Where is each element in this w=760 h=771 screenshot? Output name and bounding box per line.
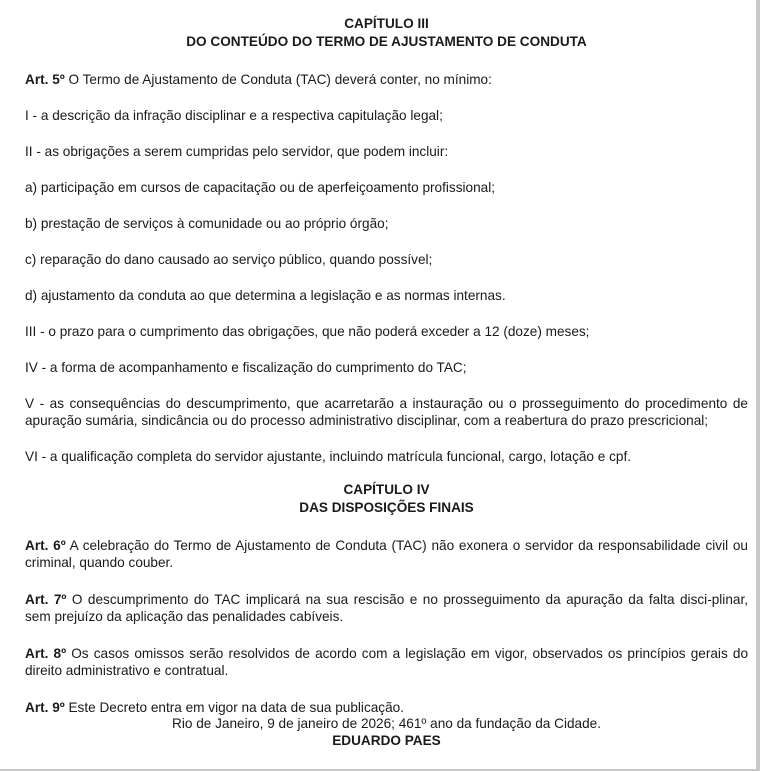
article-6-text: A celebração do Termo de Ajustamento de Conduta (TAC) não exonera o servidor da responsabilidade civil ou criminal, quando couber.: [25, 538, 748, 570]
chapter-4-subtitle: DAS DISPOSIÇÕES FINAIS: [299, 500, 474, 515]
chapter-3-title: CAPÍTULO III: [344, 16, 429, 31]
item-ii: II - as obrigações a serem cumpridas pelo servidor, que podem incluir:: [25, 144, 449, 159]
item-i: I - a descrição da infração disciplinar e a respectiva capitulação legal;: [25, 108, 443, 123]
window-edge: [756, 0, 758, 771]
article-5-text: O Termo de Ajustamento de Conduta (TAC) deverá conter, no mínimo:: [64, 72, 492, 87]
item-a: a) participação em cursos de capacitação ou de aperfeiçoamento profissional;: [25, 180, 496, 195]
article-7-label: Art. 7º: [25, 592, 67, 607]
item-iii: III - o prazo para o cumprimento das obrigações, que não poderá exceder a 12 (doze) meses;: [25, 324, 590, 339]
item-v: V - as consequências do descumprimento, que acarretarão a instauração ou o prosseguimento do procedimento de apuração sumária, sindicância ou do processo administrativo disciplinar, com a reabertura do prazo prescricional;: [25, 396, 748, 428]
article-5-label: Art. 5º: [25, 72, 65, 87]
place-and-date: Rio de Janeiro, 9 de janeiro de 2026; 461º ano da fundação da Cidade.: [172, 716, 601, 731]
decree-body: [25, 15, 748, 750]
chapter-4-title: CAPÍTULO IV: [343, 482, 430, 497]
article-6: [25, 537, 748, 571]
article-9: [25, 699, 748, 716]
article-7-text: O descumprimento do TAC implicará na sua rescisão e no prosseguimento da apuração da falta disci-plinar, sem prejuízo da aplicação das penalidades cabíveis.: [25, 592, 748, 624]
article-8-label: Art. 8º: [25, 646, 67, 661]
article-9-text: Este Decreto entra em vigor na data de sua publicação.: [64, 700, 405, 715]
item-b: b) prestação de serviços à comunidade ou ao próprio órgão;: [25, 216, 389, 231]
article-6-label: Art. 6º: [25, 538, 66, 553]
article-8: [25, 645, 748, 679]
item-iv: IV - a forma de acompanhamento e fiscalização do cumprimento do TAC;: [25, 360, 467, 375]
chapter-3-heading: [25, 15, 748, 51]
article-9-label: Art. 9º: [25, 700, 65, 715]
item-vi: VI - a qualificação completa do servidor ajustante, incluindo matrícula funcional, cargo, lotação e cpf.: [25, 449, 632, 464]
chapter-3-subtitle: DO CONTEÚDO DO TERMO DE AJUSTAMENTO DE CONDUTA: [186, 34, 587, 49]
signature-name: EDUARDO PAES: [332, 733, 441, 748]
item-d: d) ajustamento da conduta ao que determina a legislação e as normas internas.: [25, 288, 506, 303]
article-8-text: Os casos omissos serão resolvidos de acordo com a legislação em vigor, observados os princípios gerais do direito administrativo e contratual.: [25, 646, 749, 678]
item-c: c) reparação do dano causado ao serviço público, quando possível;: [25, 252, 433, 267]
article-5: [25, 71, 748, 88]
chapter-4-heading: [25, 481, 748, 517]
article-7: [25, 591, 748, 625]
